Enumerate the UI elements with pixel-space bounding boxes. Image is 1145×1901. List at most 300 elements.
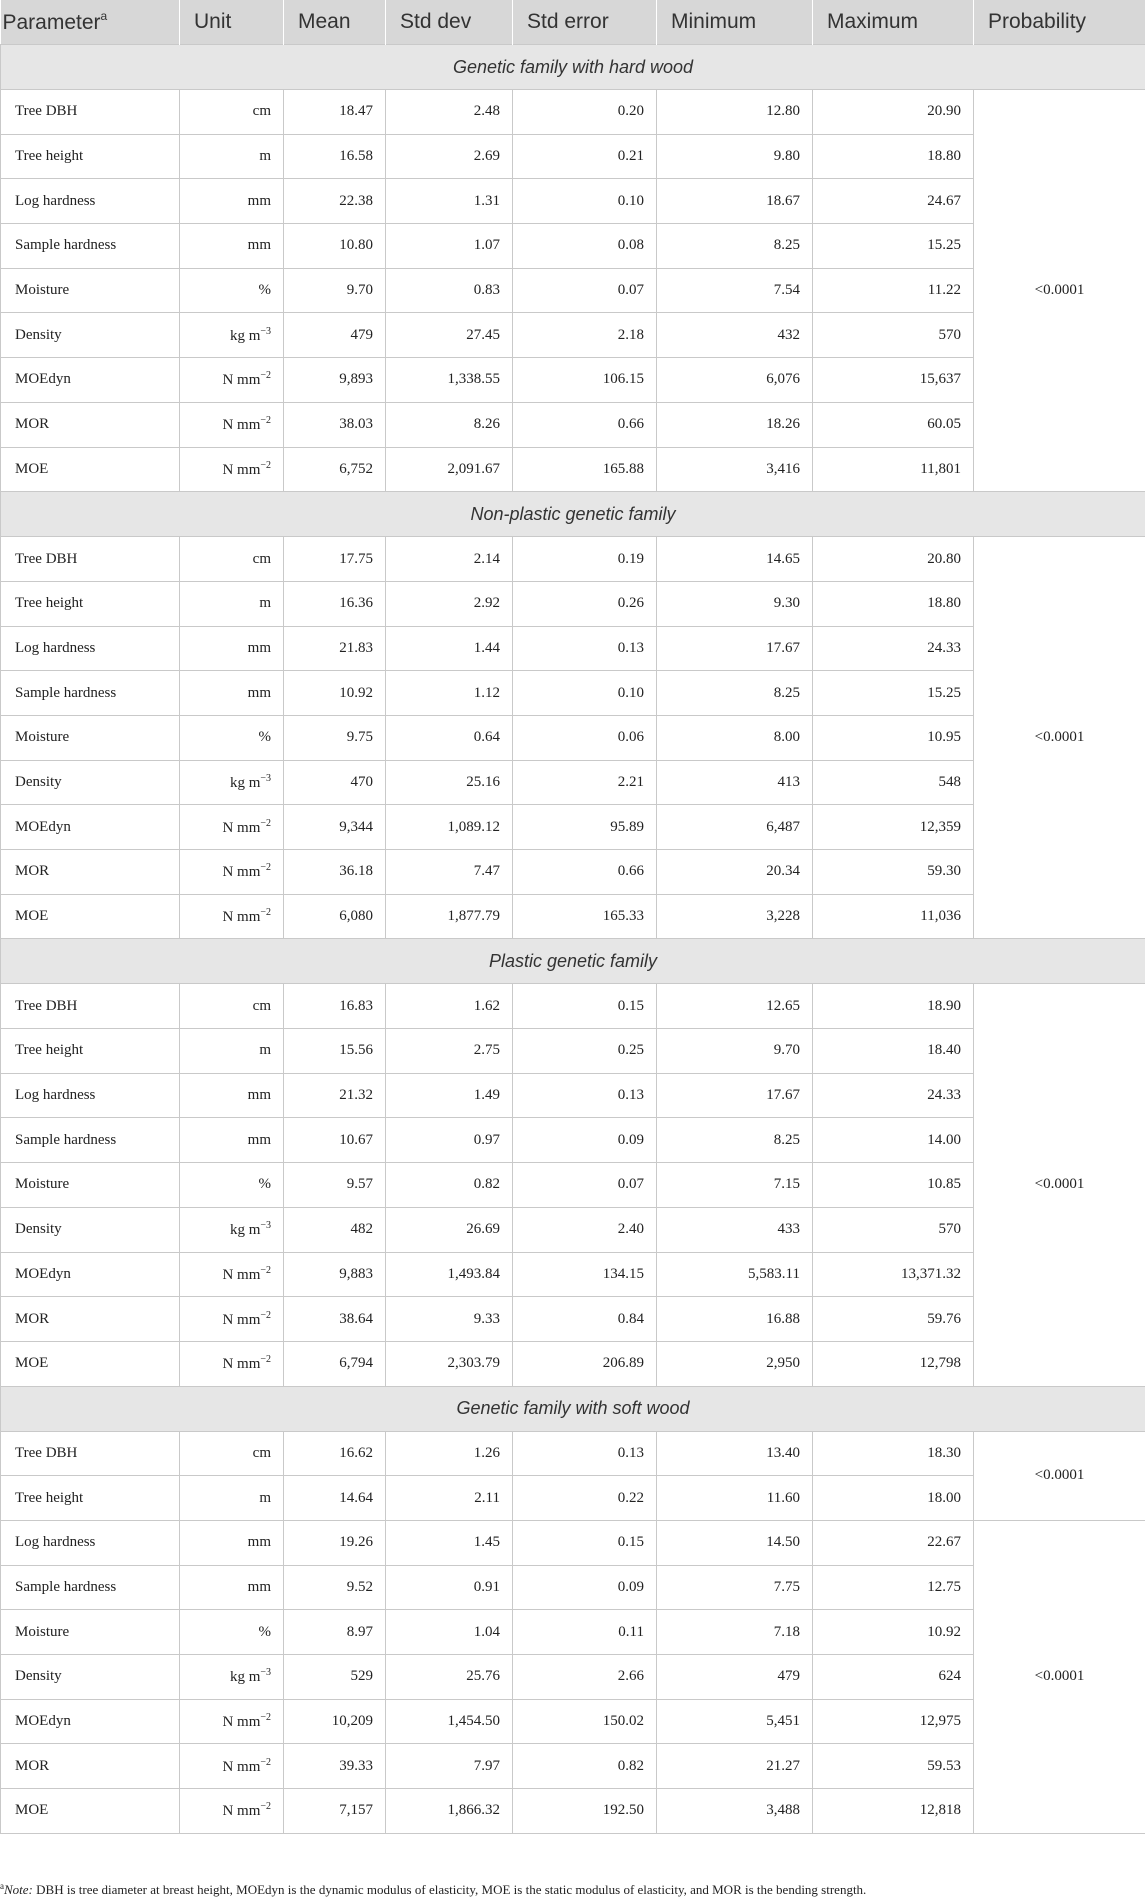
cell-minimum: 3,228 <box>657 894 813 939</box>
cell-minimum: 18.67 <box>657 179 813 224</box>
cell-minimum: 3,488 <box>657 1789 813 1834</box>
table-row <box>1 1431 1145 1476</box>
section-title: Non-plastic genetic family <box>1 492 1145 537</box>
cell-std-error: 2.66 <box>513 1655 657 1700</box>
header-probability: Probability <box>974 0 1145 45</box>
cell-minimum: 20.34 <box>657 850 813 895</box>
cell-parameter: Log hardness <box>1 1073 180 1118</box>
cell-maximum: 15.25 <box>813 224 974 269</box>
cell-mean: 15.56 <box>284 1029 386 1074</box>
cell-minimum: 14.50 <box>657 1520 813 1565</box>
unit-text: m <box>259 595 271 612</box>
cell-unit <box>180 447 284 492</box>
cell-parameter: Density <box>1 1207 180 1252</box>
section-title: Genetic family with hard wood <box>1 45 1145 90</box>
section-row <box>1 939 1145 984</box>
cell-unit <box>180 1520 284 1565</box>
table-row <box>1 1118 1145 1163</box>
cell-std-dev: 1,338.55 <box>386 358 513 403</box>
cell-mean: 22.38 <box>284 179 386 224</box>
unit-exponent: −2 <box>260 862 271 874</box>
cell-maximum: 22.67 <box>813 1520 974 1565</box>
unit-exponent: −2 <box>260 370 271 382</box>
cell-mean: 9.52 <box>284 1565 386 1610</box>
cell-std-error: 0.15 <box>513 1520 657 1565</box>
table-row <box>1 1297 1145 1342</box>
cell-parameter: MOR <box>1 402 180 447</box>
unit-exponent: −3 <box>260 325 271 337</box>
cell-std-error: 0.10 <box>513 179 657 224</box>
cell-maximum: 18.00 <box>813 1476 974 1521</box>
table-row <box>1 1655 1145 1700</box>
cell-mean: 18.47 <box>284 90 386 135</box>
header-std-error: Std error <box>513 0 657 45</box>
unit-text: N mm <box>222 1803 261 1820</box>
cell-parameter: Sample hardness <box>1 671 180 716</box>
cell-std-error: 2.21 <box>513 760 657 805</box>
unit-text: kg m <box>229 1222 261 1239</box>
cell-unit <box>180 402 284 447</box>
header-parameter: Parameter$^a$ <box>1 0 180 45</box>
cell-mean: 7,157 <box>284 1789 386 1834</box>
cell-minimum: 5,583.11 <box>657 1252 813 1297</box>
cell-probability: <0.0001 <box>974 537 1145 939</box>
cell-unit <box>180 224 284 269</box>
cell-parameter: Log hardness <box>1 626 180 671</box>
unit-text: m <box>259 1042 271 1059</box>
cell-minimum: 413 <box>657 760 813 805</box>
cell-unit <box>180 90 284 135</box>
cell-unit <box>180 1610 284 1655</box>
unit-exponent: −3 <box>260 1667 271 1679</box>
unit-text: m <box>259 1489 271 1506</box>
table-header <box>1 0 1145 45</box>
cell-maximum: 624 <box>813 1655 974 1700</box>
cell-probability: <0.0001 <box>974 90 1145 492</box>
footnote-marker: a <box>0 1881 4 1891</box>
table-row <box>1 179 1145 224</box>
cell-mean: 14.64 <box>284 1476 386 1521</box>
cell-maximum: 11.22 <box>813 268 974 313</box>
cell-unit <box>180 1476 284 1521</box>
cell-minimum: 479 <box>657 1655 813 1700</box>
unit-text: N mm <box>222 909 261 926</box>
cell-std-dev: 0.91 <box>386 1565 513 1610</box>
section-title: Plastic genetic family <box>1 939 1145 984</box>
table-row <box>1 447 1145 492</box>
cell-unit <box>180 134 284 179</box>
cell-unit <box>180 1073 284 1118</box>
cell-std-dev: 0.97 <box>386 1118 513 1163</box>
cell-maximum: 11,801 <box>813 447 974 492</box>
cell-unit <box>180 581 284 626</box>
cell-parameter: Tree DBH <box>1 537 180 582</box>
cell-std-error: 192.50 <box>513 1789 657 1834</box>
unit-exponent: −3 <box>260 772 271 784</box>
cell-maximum: 12,359 <box>813 805 974 850</box>
cell-std-dev: 8.26 <box>386 402 513 447</box>
unit-exponent: −2 <box>260 1354 271 1366</box>
cell-mean: 10,209 <box>284 1699 386 1744</box>
cell-unit <box>180 715 284 760</box>
cell-mean: 6,794 <box>284 1341 386 1386</box>
cell-std-error: 0.09 <box>513 1118 657 1163</box>
cell-parameter: MOE <box>1 447 180 492</box>
cell-parameter: Tree height <box>1 1029 180 1074</box>
cell-parameter: Moisture <box>1 715 180 760</box>
unit-exponent: −2 <box>260 907 271 919</box>
cell-std-error: 0.13 <box>513 1431 657 1476</box>
cell-std-error: 0.19 <box>513 537 657 582</box>
cell-parameter: Density <box>1 760 180 805</box>
cell-parameter: Sample hardness <box>1 224 180 269</box>
unit-text: N mm <box>222 864 261 881</box>
cell-maximum: 20.80 <box>813 537 974 582</box>
cell-parameter: MOEdyn <box>1 1699 180 1744</box>
table-row <box>1 1565 1145 1610</box>
cell-std-dev: 7.97 <box>386 1744 513 1789</box>
cell-parameter: MOEdyn <box>1 1252 180 1297</box>
cell-mean: 21.32 <box>284 1073 386 1118</box>
unit-text: % <box>258 282 271 299</box>
cell-unit <box>180 1341 284 1386</box>
cell-mean: 482 <box>284 1207 386 1252</box>
cell-std-dev: 1.12 <box>386 671 513 716</box>
footnote <box>0 1881 866 1898</box>
cell-unit <box>180 1029 284 1074</box>
cell-unit <box>180 268 284 313</box>
cell-std-dev: 2.92 <box>386 581 513 626</box>
cell-minimum: 6,076 <box>657 358 813 403</box>
cell-std-error: 0.26 <box>513 581 657 626</box>
cell-parameter: Tree DBH <box>1 1431 180 1476</box>
unit-text: N mm <box>222 1714 261 1731</box>
unit-exponent: −2 <box>260 1264 271 1276</box>
cell-std-dev: 2.11 <box>386 1476 513 1521</box>
cell-std-dev: 27.45 <box>386 313 513 358</box>
cell-std-dev: 9.33 <box>386 1297 513 1342</box>
cell-minimum: 17.67 <box>657 626 813 671</box>
cell-mean: 470 <box>284 760 386 805</box>
cell-parameter: MOE <box>1 1341 180 1386</box>
cell-parameter: Sample hardness <box>1 1565 180 1610</box>
cell-std-error: 0.66 <box>513 402 657 447</box>
unit-text: m <box>259 148 271 165</box>
unit-text: mm <box>247 684 271 701</box>
cell-std-dev: 1,866.32 <box>386 1789 513 1834</box>
cell-minimum: 432 <box>657 313 813 358</box>
cell-mean: 9,344 <box>284 805 386 850</box>
cell-std-dev: 0.83 <box>386 268 513 313</box>
cell-minimum: 6,487 <box>657 805 813 850</box>
cell-std-error: 0.13 <box>513 626 657 671</box>
table-row <box>1 626 1145 671</box>
cell-maximum: 20.90 <box>813 90 974 135</box>
cell-probability: <0.0001 <box>974 1431 1145 1520</box>
cell-std-dev: 1.49 <box>386 1073 513 1118</box>
cell-minimum: 9.80 <box>657 134 813 179</box>
table-row <box>1 1207 1145 1252</box>
cell-maximum: 24.33 <box>813 626 974 671</box>
table-row <box>1 1610 1145 1655</box>
cell-mean: 9,893 <box>284 358 386 403</box>
cell-minimum: 3,416 <box>657 447 813 492</box>
table-row <box>1 268 1145 313</box>
unit-exponent: −2 <box>260 1801 271 1813</box>
cell-std-dev: 1.62 <box>386 984 513 1029</box>
cell-unit <box>180 1431 284 1476</box>
cell-std-dev: 1.26 <box>386 1431 513 1476</box>
cell-maximum: 59.76 <box>813 1297 974 1342</box>
unit-exponent: −2 <box>260 1309 271 1321</box>
cell-parameter: Moisture <box>1 1610 180 1655</box>
cell-unit <box>180 894 284 939</box>
cell-minimum: 8.25 <box>657 671 813 716</box>
cell-maximum: 18.80 <box>813 581 974 626</box>
cell-mean: 529 <box>284 1655 386 1700</box>
header-std-dev: Std dev <box>386 0 513 45</box>
cell-minimum: 14.65 <box>657 537 813 582</box>
cell-minimum: 433 <box>657 1207 813 1252</box>
cell-std-error: 0.15 <box>513 984 657 1029</box>
cell-std-dev: 0.82 <box>386 1163 513 1208</box>
cell-minimum: 7.18 <box>657 1610 813 1655</box>
unit-text: kg m <box>229 327 261 344</box>
cell-std-dev: 1,454.50 <box>386 1699 513 1744</box>
cell-mean: 17.75 <box>284 537 386 582</box>
unit-exponent: −2 <box>260 817 271 829</box>
cell-maximum: 59.30 <box>813 850 974 895</box>
cell-std-dev: 25.76 <box>386 1655 513 1700</box>
cell-unit <box>180 1744 284 1789</box>
cell-unit <box>180 179 284 224</box>
cell-maximum: 10.95 <box>813 715 974 760</box>
cell-parameter: Moisture <box>1 268 180 313</box>
unit-exponent: −2 <box>260 415 271 427</box>
cell-minimum: 9.30 <box>657 581 813 626</box>
cell-std-error: 0.22 <box>513 1476 657 1521</box>
cell-parameter: MOEdyn <box>1 358 180 403</box>
cell-mean: 6,080 <box>284 894 386 939</box>
table-row <box>1 671 1145 716</box>
section-row <box>1 492 1145 537</box>
unit-text: N mm <box>222 1311 261 1328</box>
unit-text: N mm <box>222 1266 261 1283</box>
cell-mean: 10.67 <box>284 1118 386 1163</box>
cell-mean: 479 <box>284 313 386 358</box>
unit-text: N mm <box>222 417 261 434</box>
cell-std-dev: 1,089.12 <box>386 805 513 850</box>
footnote-text: DBH is tree diameter at breast height, MOEdyn is the dynamic modulus of elasticity, MOE is the static modulus of elasticity, and MOR is the bending strength. <box>32 1882 867 1897</box>
cell-unit <box>180 626 284 671</box>
table-row <box>1 1073 1145 1118</box>
cell-minimum: 21.27 <box>657 1744 813 1789</box>
cell-parameter: Sample hardness <box>1 1118 180 1163</box>
unit-text: cm <box>252 1444 271 1461</box>
cell-minimum: 8.25 <box>657 224 813 269</box>
cell-unit <box>180 760 284 805</box>
cell-probability: <0.0001 <box>974 1520 1145 1833</box>
cell-std-error: 106.15 <box>513 358 657 403</box>
table-row <box>1 1163 1145 1208</box>
cell-probability: <0.0001 <box>974 984 1145 1386</box>
cell-std-error: 0.11 <box>513 1610 657 1655</box>
cell-minimum: 8.00 <box>657 715 813 760</box>
cell-std-error: 134.15 <box>513 1252 657 1297</box>
cell-std-error: 206.89 <box>513 1341 657 1386</box>
unit-text: cm <box>252 997 271 1014</box>
cell-mean: 16.58 <box>284 134 386 179</box>
cell-unit <box>180 313 284 358</box>
cell-unit <box>180 1163 284 1208</box>
cell-std-error: 165.88 <box>513 447 657 492</box>
cell-maximum: 14.00 <box>813 1118 974 1163</box>
cell-unit <box>180 671 284 716</box>
cell-std-dev: 1,493.84 <box>386 1252 513 1297</box>
cell-minimum: 16.88 <box>657 1297 813 1342</box>
cell-unit <box>180 537 284 582</box>
cell-std-error: 0.66 <box>513 850 657 895</box>
cell-std-dev: 1.04 <box>386 1610 513 1655</box>
cell-unit <box>180 850 284 895</box>
cell-unit <box>180 1565 284 1610</box>
cell-std-dev: 2.48 <box>386 90 513 135</box>
unit-text: N mm <box>222 461 261 478</box>
cell-parameter: Tree height <box>1 581 180 626</box>
cell-maximum: 18.40 <box>813 1029 974 1074</box>
unit-text: mm <box>247 237 271 254</box>
cell-std-dev: 1,877.79 <box>386 894 513 939</box>
cell-std-dev: 2,091.67 <box>386 447 513 492</box>
cell-parameter: MOE <box>1 1789 180 1834</box>
table-row <box>1 850 1145 895</box>
table-row <box>1 134 1145 179</box>
header-minimum: Minimum <box>657 0 813 45</box>
cell-std-error: 0.07 <box>513 1163 657 1208</box>
cell-mean: 38.64 <box>284 1297 386 1342</box>
unit-text: % <box>258 1176 271 1193</box>
cell-minimum: 12.80 <box>657 90 813 135</box>
cell-unit <box>180 1118 284 1163</box>
table-row <box>1 984 1145 1029</box>
cell-unit <box>180 358 284 403</box>
unit-text: % <box>258 1623 271 1640</box>
table-row <box>1 1029 1145 1074</box>
cell-mean: 9.70 <box>284 268 386 313</box>
cell-maximum: 10.92 <box>813 1610 974 1655</box>
cell-minimum: 7.75 <box>657 1565 813 1610</box>
cell-std-error: 0.21 <box>513 134 657 179</box>
cell-std-dev: 2.69 <box>386 134 513 179</box>
cell-std-error: 165.33 <box>513 894 657 939</box>
unit-text: mm <box>247 1087 271 1104</box>
header-parameter-sup: a <box>100 9 108 23</box>
header-mean: Mean <box>284 0 386 45</box>
cell-mean: 9.75 <box>284 715 386 760</box>
cell-std-error: 95.89 <box>513 805 657 850</box>
table-row <box>1 1744 1145 1789</box>
cell-parameter: Tree DBH <box>1 984 180 1029</box>
cell-std-error: 0.20 <box>513 90 657 135</box>
cell-maximum: 548 <box>813 760 974 805</box>
unit-text: N mm <box>222 1758 261 1775</box>
cell-mean: 39.33 <box>284 1744 386 1789</box>
cell-maximum: 570 <box>813 313 974 358</box>
cell-std-error: 0.07 <box>513 268 657 313</box>
cell-std-dev: 1.45 <box>386 1520 513 1565</box>
cell-minimum: 2,950 <box>657 1341 813 1386</box>
table-row <box>1 313 1145 358</box>
cell-maximum: 24.67 <box>813 179 974 224</box>
cell-maximum: 15.25 <box>813 671 974 716</box>
cell-unit <box>180 984 284 1029</box>
cell-mean: 9,883 <box>284 1252 386 1297</box>
table-row <box>1 537 1145 582</box>
unit-text: kg m <box>229 1669 261 1686</box>
cell-parameter: Log hardness <box>1 179 180 224</box>
cell-std-dev: 1.07 <box>386 224 513 269</box>
cell-minimum: 18.26 <box>657 402 813 447</box>
table-row <box>1 1341 1145 1386</box>
cell-parameter: MOR <box>1 850 180 895</box>
cell-parameter: MOR <box>1 1297 180 1342</box>
cell-parameter: Tree height <box>1 1476 180 1521</box>
unit-text: mm <box>247 1578 271 1595</box>
cell-parameter: MOR <box>1 1744 180 1789</box>
unit-text: N mm <box>222 372 261 389</box>
table-row <box>1 1699 1145 1744</box>
unit-text: cm <box>252 550 271 567</box>
cell-unit <box>180 805 284 850</box>
unit-exponent: −3 <box>260 1220 271 1232</box>
unit-text: N mm <box>222 819 261 836</box>
table-body <box>1 45 1145 1834</box>
cell-std-error: 0.82 <box>513 1744 657 1789</box>
cell-minimum: 7.54 <box>657 268 813 313</box>
section-row <box>1 1386 1145 1431</box>
cell-maximum: 10.85 <box>813 1163 974 1208</box>
table-row <box>1 715 1145 760</box>
table-row <box>1 760 1145 805</box>
unit-text: cm <box>252 103 271 120</box>
cell-mean: 10.92 <box>284 671 386 716</box>
unit-exponent: −2 <box>260 459 271 471</box>
cell-mean: 6,752 <box>284 447 386 492</box>
cell-maximum: 11,036 <box>813 894 974 939</box>
cell-mean: 19.26 <box>284 1520 386 1565</box>
table-row <box>1 581 1145 626</box>
table-row <box>1 1520 1145 1565</box>
unit-text: mm <box>247 1534 271 1551</box>
cell-unit <box>180 1699 284 1744</box>
table-row <box>1 1252 1145 1297</box>
cell-maximum: 12.75 <box>813 1565 974 1610</box>
cell-mean: 9.57 <box>284 1163 386 1208</box>
cell-minimum: 5,451 <box>657 1699 813 1744</box>
unit-text: mm <box>247 192 271 209</box>
cell-minimum: 7.15 <box>657 1163 813 1208</box>
footnote-label: Note: <box>4 1882 33 1897</box>
cell-parameter: MOEdyn <box>1 805 180 850</box>
cell-maximum: 13,371.32 <box>813 1252 974 1297</box>
cell-unit <box>180 1789 284 1834</box>
table-row <box>1 1476 1145 1521</box>
table-row <box>1 90 1145 135</box>
table-row <box>1 358 1145 403</box>
cell-maximum: 12,975 <box>813 1699 974 1744</box>
cell-unit <box>180 1252 284 1297</box>
cell-std-error: 0.10 <box>513 671 657 716</box>
